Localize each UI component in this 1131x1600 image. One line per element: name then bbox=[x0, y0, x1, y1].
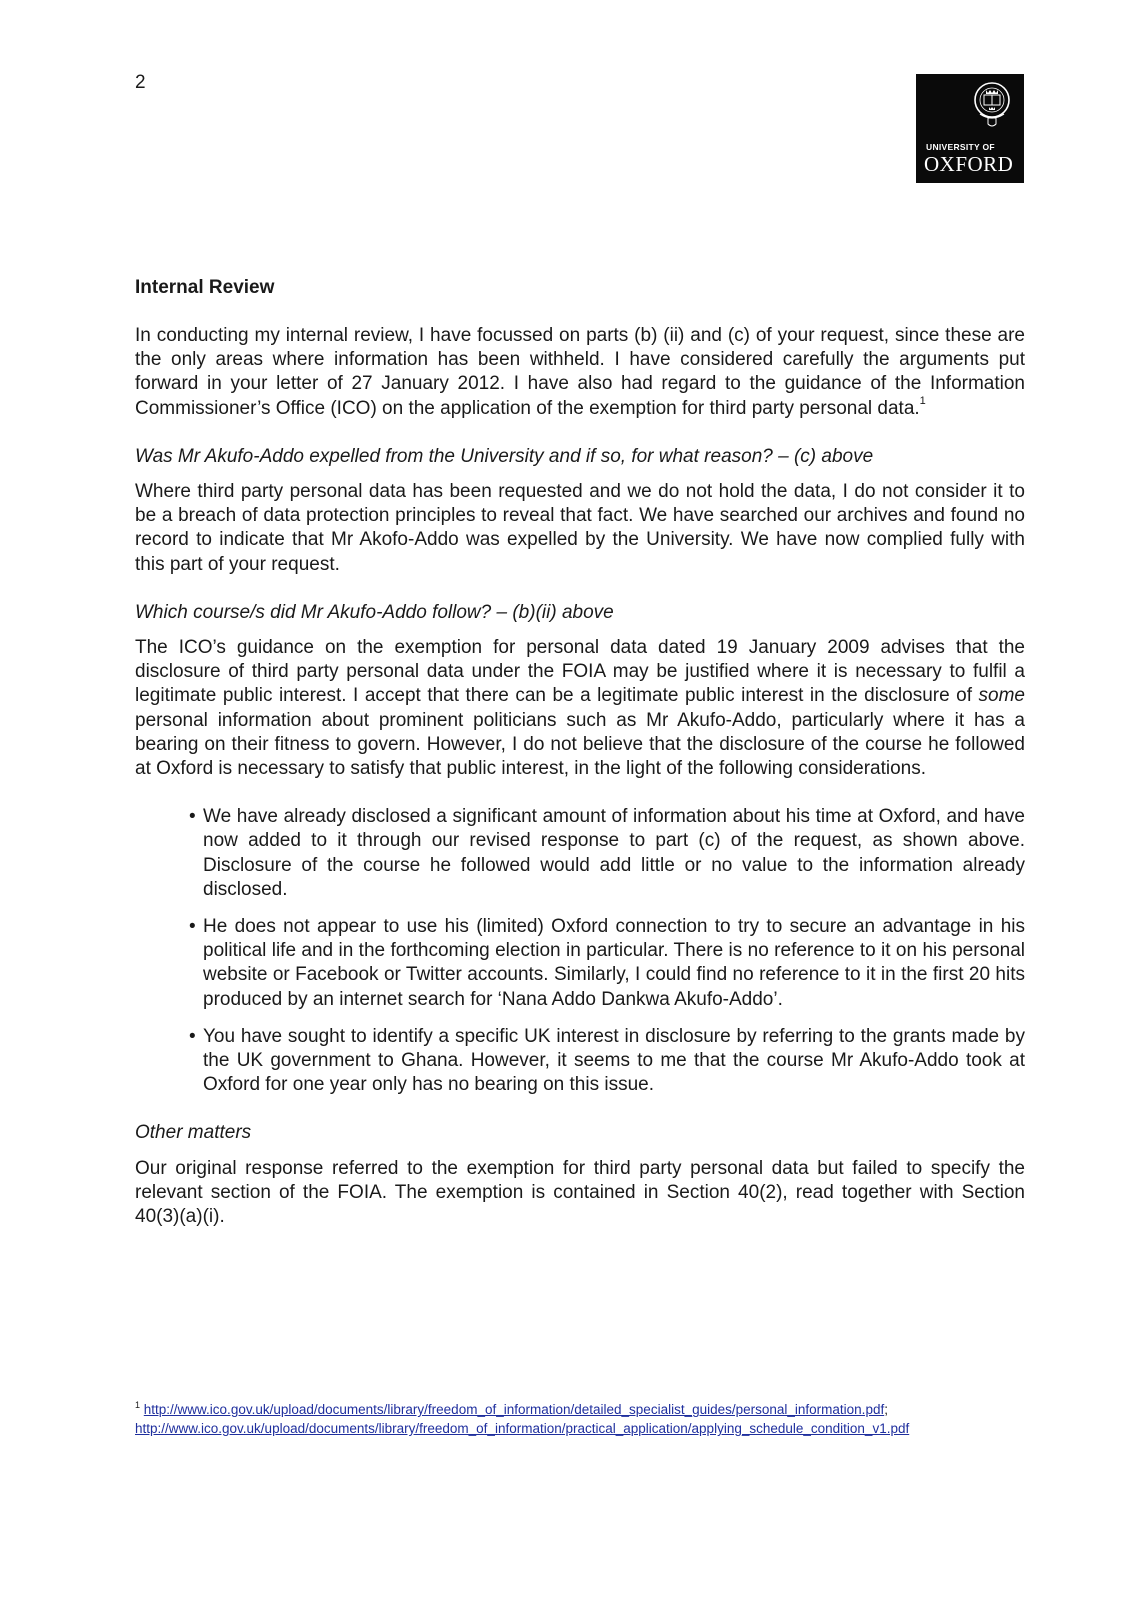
section-c-heading: Was Mr Akufo-Addo expelled from the University and if so, for what reason? – (c) above bbox=[135, 445, 874, 467]
list-item bbox=[135, 805, 1025, 902]
section-title: Internal Review bbox=[135, 277, 275, 298]
section-b-heading: Which course/s did Mr Akufo-Addo follow? – (b)(ii) above bbox=[135, 601, 614, 623]
intro-text: In conducting my internal review, I have focussed on parts (b) (ii) and (c) of your request, since these are the only areas where information has been withheld. I have considered carefully the arguments put forward in your letter of 27 January 2012. I have also had regard to the guidance of the Information Commissioner’s Office (ICO) on the application of the exemption for third party personal data. bbox=[135, 325, 1025, 419]
section-b-text-1: The ICO’s guidance on the exemption for personal data dated 19 January 2009 advises that the disclosure of third party personal data under the FOIA may be justified where it is necessary to fulfil a legitimate public interest. I accept that there can be a legitimate public interest in the disclosure of bbox=[135, 637, 1025, 707]
bullet-icon: • bbox=[189, 1025, 196, 1047]
intro-paragraph bbox=[135, 324, 1025, 421]
footnote-link-1[interactable]: http://www.ico.gov.uk/upload/documents/library/freedom_of_information/detailed_specialist_guides/personal_information.pdf bbox=[143, 1402, 885, 1417]
bullet-icon: • bbox=[189, 916, 196, 938]
list-item-text: You have sought to identify a specific UK interest in disclosure by referring to the grants made by the UK government to Ghana. However, it seems to me that the course Mr Akufo-Addo took at Oxford for one year only has no bearing on this issue. bbox=[203, 1025, 1025, 1096]
section-b-paragraph bbox=[135, 636, 1025, 781]
section-c-paragraph: Where third party personal data has been requested and we do not hold the data, I do not consider it to be a breach of data protection principles to reveal that fact. We have searched our archives and found no record to indicate that Mr Akofo-Addo was expelled by the University. We have now complied fully with this part of your request. bbox=[135, 481, 1025, 575]
footnote-number: 1 bbox=[135, 1400, 141, 1410]
university-logo bbox=[916, 74, 1024, 183]
list-item bbox=[135, 1025, 1025, 1098]
list-item-text: He does not appear to use his (limited) Oxford connection to try to secure an advantage in his political life and in the forthcoming election in particular. There is no reference to it on his personal website or Facebook or Twitter accounts. Similarly, I could find no reference to it in the first 20 hits produced by an internet search for ‘Nana Addo Dankwa Akufo-Addo’. bbox=[203, 916, 1025, 1010]
section-b-emphasis: some bbox=[978, 685, 1025, 707]
logo-line-1: UNIVERSITY OF bbox=[926, 142, 995, 152]
list-item-text: We have already disclosed a significant amount of information about his time at Oxford, and have now added to it through our revised response to part (c) of the request, as shown above. Disclosure of the course he followed would add little or no value to the information already disclosed. bbox=[203, 806, 1025, 900]
other-matters-paragraph: Our original response referred to the exemption for third party personal data but failed to specify the relevant section of the FOIA. The exemption is contained in Section 40(2), read together with Section 40(3)(a)(i). bbox=[135, 1157, 1025, 1228]
oxford-crest-icon bbox=[970, 80, 1014, 136]
logo-line-2: OXFORD bbox=[924, 152, 1014, 176]
footnote bbox=[135, 1400, 1025, 1438]
bullet-icon: • bbox=[189, 806, 196, 828]
considerations-list bbox=[135, 805, 1025, 1097]
other-matters-heading: Other matters bbox=[135, 1122, 252, 1144]
section-b-text-2: personal information about prominent politicians such as Mr Akufo-Addo, particularly where it has a bearing on their fitness to govern. However, I do not believe that the disclosure of the course he followed at Oxford is necessary to satisfy that public interest, in the light of the following considerations. bbox=[135, 709, 1025, 780]
list-item bbox=[135, 915, 1025, 1012]
footnote-separator: ; bbox=[884, 1402, 888, 1417]
page-number: 2 bbox=[135, 72, 146, 93]
footnote-link-2[interactable]: http://www.ico.gov.uk/upload/documents/library/freedom_of_information/practical_application/applying_schedule_condition_v1.pdf bbox=[135, 1421, 910, 1436]
footnote-ref: 1 bbox=[919, 394, 926, 407]
letter-body bbox=[135, 276, 1025, 1253]
